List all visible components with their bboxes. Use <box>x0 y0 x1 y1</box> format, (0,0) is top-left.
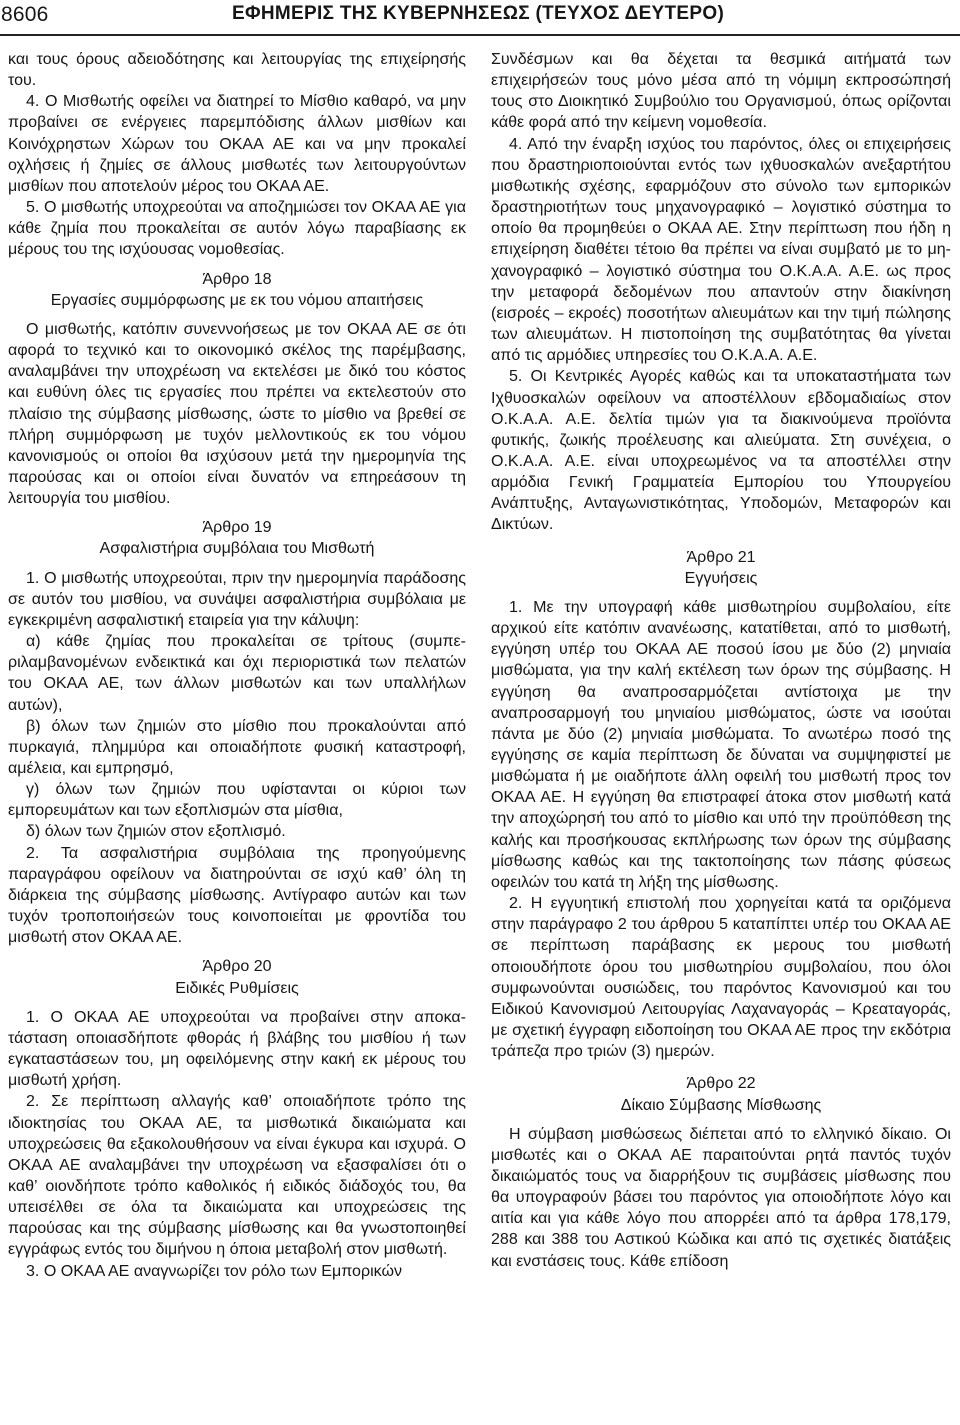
article-19-paragraph-2: 2. Τα ασφαλιστήρια συμβόλαια της προηγούμενης παραγράφου οφείλουν να διατηρούνται σε ισχύ καθ’ όλη τη διάρκεια της σύμβασης μίσθωσης. Αντίγραφο αυτών και των τυχόν τροποποιήσεών τους κοινοποιείται με φροντίδα του μισθωτή στον ΟΚΑΑ ΑΕ. <box>8 843 466 947</box>
paragraph-4: 4. Ο Μισθωτής οφείλει να διατηρεί το Μίσθιο καθαρό, να μην προβαίνει σε ενέργειες παρεμπόδισης άλλων μισθίων και Κοινόχρηστων Χώρων του ΟΚΑΑ ΑΕ και να μην προκαλεί οχλήσεις ή ζημίες σε άλλους μισθωτές των λειτουργούντων μισθίων που αποτελούν μέρος του ΟΚΑΑ ΑΕ. <box>8 92 466 195</box>
paragraph-4: 4. Από την έναρξη ισχύος του παρόντος, όλες οι επιχειρήσεις που δραστηριοποιούνται εντός των ιχθυοσκαλών ανεξαρτήτου μισθωτικής σχέσης, εφαρμόζουν στο σύνολο των εμπορικών δραστηριοτήτων τους μηχανογραφικό – λογιστικό σύστημα το οποίο θα προμηθεύει ο ΟΚΑΑ ΑΕ. Στην περίπτωση που ήδη η επιχείρηση διαθέτει τέτοιο θα πρέπει να είναι συμβατό με το μηχανογραφικό – λογιστικό σύστημα του Ο.Κ.Α.Α. Α.Ε. ως προς την μεταφορά δεδομένων που απαντούν στην διακίνηση (εισροές – εκροές) ποσοτήτων αλιευμάτων και την τιμή πώλησης των αλιευμάτων. Η πιστοποίηση της συμβατότητας θα γίνεται από τις αρμόδιες υπηρεσίες του Ο.Κ.Α.Α. Α.Ε. <box>491 134 951 365</box>
article-21-paragraph-1: 1. Με την υπογραφή κάθε μισθωτηρίου συμβολαίου, είτε αρχικού είτε κατόπιν ανανέωσης, κατατίθεται, από το μισθωτή, εγγύηση υπέρ του ΟΚΑΑ ΑΕ ποσού ίσου με δύο (2) μηνιαία μισθώματα, για την καλή εκτέλεση των όρων της σύμβασης. Η εγγύηση θα αναπροσαρμόζεται αντίστοιχα με την αναπροσαρμογή του μηνιαίου μισθώματος, ώστε να ισούται πάντα με δύο (2) μηνιαία μισθώματα. Το ανωτέρω ποσό της εγγύησης σε καμία περίπτωση δε δύναται να συμψηφιστεί με μισθώματα ή με οιαδήποτε άλλη οφειλή του μισθωτή προς τον ΟΚΑΑ ΑΕ. Η εγγύηση θα επιστραφεί άτοκα στον μισθωτή κατά την αποχώρησή του από το μίσθιο και υπό την προϋπόθεση της καλής και προσήκουσας εκπλήρωσης των όρων της σύμβασης μίσθωσης καθώς και της τακτοποίησης των πάσης φύσεως οφειλών του κατά τη λήξη της μίσθωσης. <box>491 597 951 891</box>
article-20-title: Ειδικές Ρυθμίσεις <box>175 978 299 997</box>
article-18-paragraph: Ο μισθωτής, κατόπιν συνεννοήσεως με τον ΟΚΑΑ ΑΕ σε ότι αφορά το τεχνικό και το οικονομικό σκέλος της παρέμβασης, αναλαμβάνει την υποχρέωση να εκτελέσει με δικό του κόστος και ευθύνη όλες τις εργασίες που πρέπει να εκτελεστούν στο πλαίσιο της σύμβασης μίσθωσης, ώστε το μίσθιο να βρεθεί σε πλήρη συμμόρφωση με τυχόν μελλοντικούς εκ του νόμου κανονισμούς οι οποίοι θα ισχύσουν μετά την ημερομηνία της παρούσας και οι οποίοι είναι δυνατόν να επηρεάσουν τη λειτουργία του μισθίου. <box>8 319 466 508</box>
article-19-paragraph-1: 1. Ο μισθωτής υποχρεούται, πριν την ημερομηνία παράδοσης σε αυτόν του μισθίου, να συνάψει ασφαλιστήρια συμβόλαια με εγκεκριμένη ασφαλιστική εταιρεία για την κάλυψη: <box>8 568 466 629</box>
article-21-heading: Άρθρο 21 <box>686 547 756 566</box>
article-22-paragraph-1: Η σύμβαση μισθώσεως διέπεται από το ελληνικό δίκαιο. Οι μισθωτές και ο ΟΚΑΑ ΑΕ παραιτούνται ρητά παντός τυχόν δικαιώματός τους να διαρρήξουν τις συμβάσεις μίσθωσης που θα υπογραφούν βάσει του παρόντος για οποιοδήποτε λόγο και αιτία και για κάθε λόγο που απορρέει από τα άρθρα 178,179, 288 και 388 του Αστικού Κώδικα και από τις σχετικές διατάξεις και ενστάσεις τους. Κάθε επίδοση <box>491 1124 951 1270</box>
article-20-paragraph-2: 2. Σε περίπτωση αλλαγής καθ’ οποιαδήποτε τρόπο της ιδιοκτησίας του ΟΚΑΑ ΑΕ, τα μισθωτικά δικαιώματα και υποχρεώσεις θα εξακολουθήσουν να είναι έγκυρα και ισχυρά. Ο ΟΚΑΑ ΑΕ αναλαμβάνει την υποχρέωση να εξασφαλίσει ότι ο καθ’ οιονδήποτε τρόπο καθολικός ή ειδικός διάδοχός του, θα υπεισέλθει σε όλα τα δικαιώματα και υποχρεώσεις της παρούσας και της σύμβασης μίσθωσης και θα γνωστοποιηθεί εγγράφως εντός του διμήνου η όποια μεταβολή στον μισθωτή. <box>8 1092 466 1259</box>
article-19-item-b: β) όλων των ζημιών στο μίσθιο που προκαλούνται από πυρκαγιά, πλημμύρα και οποιαδήποτε φυσική καταστροφή, αμέλεια, και εμπρησμό, <box>8 716 466 777</box>
article-20-paragraph-1: 1. Ο ΟΚΑΑ ΑΕ υποχρεούται να προβαίνει στην αποκατάσταση οποιασδήποτε φθοράς ή βλάβης του μισθίου ή των εγκαταστάσεων του, μη οφειλόμενης στην κακή εκ μέρους του μισθωτή χρήση. <box>8 1007 466 1090</box>
article-19-title: Ασφαλιστήρια συμβόλαια του Μισθωτή <box>99 539 375 558</box>
left-column <box>8 49 466 1282</box>
article-19-heading: Άρθρο 19 <box>202 518 272 537</box>
article-18-heading: Άρθρο 18 <box>202 269 272 288</box>
paragraph-continuation: Συνδέσμων και θα δέχεται τα θεσμικά αιτήματά των επιχειρήσεών τους μόνο μέσα από τη νόμιμη εκπροσώπησή τους στο Διοικητικό Συμβούλιο του Οργανισμού, όπως ορίζονται κάθε φορά από την κείμενη νομοθεσία. <box>491 50 951 132</box>
paragraph-5: 5. Ο μισθωτής υποχρεούται να αποζημιώσει τον ΟΚΑΑ ΑΕ για κάθε ζημία που προκαλείται σε αυτόν λόγω παραβίασης εκ μέρους του της ισχύουσας νομοθεσίας. <box>8 198 466 259</box>
article-18-title: Εργασίες συμμόρφωσης με εκ του νόμου απαιτήσεις <box>50 290 424 309</box>
page-header <box>0 0 960 36</box>
article-19-item-c: γ) όλων των ζημιών που υφίστανται οι κύριοι των εμπορευμάτων και των εξοπλισμών στα μίσθια, <box>8 780 466 820</box>
article-19-item-a: α) κάθε ζημίας που προκαλείται σε τρίτους (συμπεριλαμβανομένων ενδεικτικά και όχι περιοριστικά των πελατών του ΟΚΑΑ ΑΕ, των άλλων μισθωτών και των υπαλλήλων αυτών), <box>8 632 466 714</box>
right-column <box>491 49 951 1272</box>
article-20-paragraph-3: 3. Ο ΟΚΑΑ ΑΕ αναγνωρίζει τον ρόλο των Εμπορικών <box>26 1261 402 1280</box>
article-19-item-d: δ) όλων των ζημιών στον εξοπλισμό. <box>26 822 286 841</box>
paragraph-continuation: και τους όρους αδειοδότησης και λειτουργίας της επιχείρησής του. <box>8 50 466 90</box>
article-20-heading: Άρθρο 20 <box>202 957 272 976</box>
header-rule <box>0 34 960 36</box>
article-22-heading: Άρθρο 22 <box>686 1074 756 1093</box>
page-number: 8606 <box>1 3 49 26</box>
journal-title: ΕΦΗΜΕΡΙΣ ΤΗΣ ΚΥΒΕΡΝΗΣΕΩΣ (ΤΕΥΧΟΣ ΔΕΥΤΕΡΟ) <box>232 3 725 24</box>
article-21-paragraph-2: 2. Η εγγυητική επιστολή που χορηγείται κατά τα οριζόμενα στην παράγραφο 2 του άρθρου 5 καταπίπτει υπέρ του ΟΚΑΑ ΑΕ σε περίπτωση παράβασης εκ μερους του μισθωτή οποιουδήποτε όρου του μισθωτηρίου συμβολαίου, που όλοι συμφωνούνται ουσιώδεις, του παρόντος Κανονισμού και του Ειδικού Κανονισμού Λειτουργίας Λαχαναγοράς – Κρεαταγοράς, με σχετική έγγραφη ειδοποίηση του ΟΚΑΑ ΑΕ προς την εκδότρια τράπεζα προ τριών (3) ημερών. <box>491 894 951 1061</box>
article-22-title: Δίκαιο Σύμβασης Μίσθωσης <box>620 1095 822 1114</box>
paragraph-5: 5. Οι Κεντρικές Αγορές καθώς και τα υποκαταστήματα των Ιχθυοσκαλών οφείλουν να αποστέλλουν εβδομαδιαίως στον Ο.Κ.Α.Α. Α.Ε. δελτία τιμών για τα διακινούμενα προϊόντα φυτικής, ζωικής προέλευσης και αλιεύματα. Στη συνέχεια, ο Ο.Κ.Α.Α. Α.Ε. είναι υποχρεωμένος να τα αποστέλλει στην αρμόδια Γενική Γραμματεία Εμπορίου του Υπουργείου Ανάπτυξης, Ανταγωνιστικότητας, Υποδομών, Μεταφορών και Δικτύων. <box>491 367 951 534</box>
article-21-title: Εγγυήσεις <box>684 568 758 587</box>
